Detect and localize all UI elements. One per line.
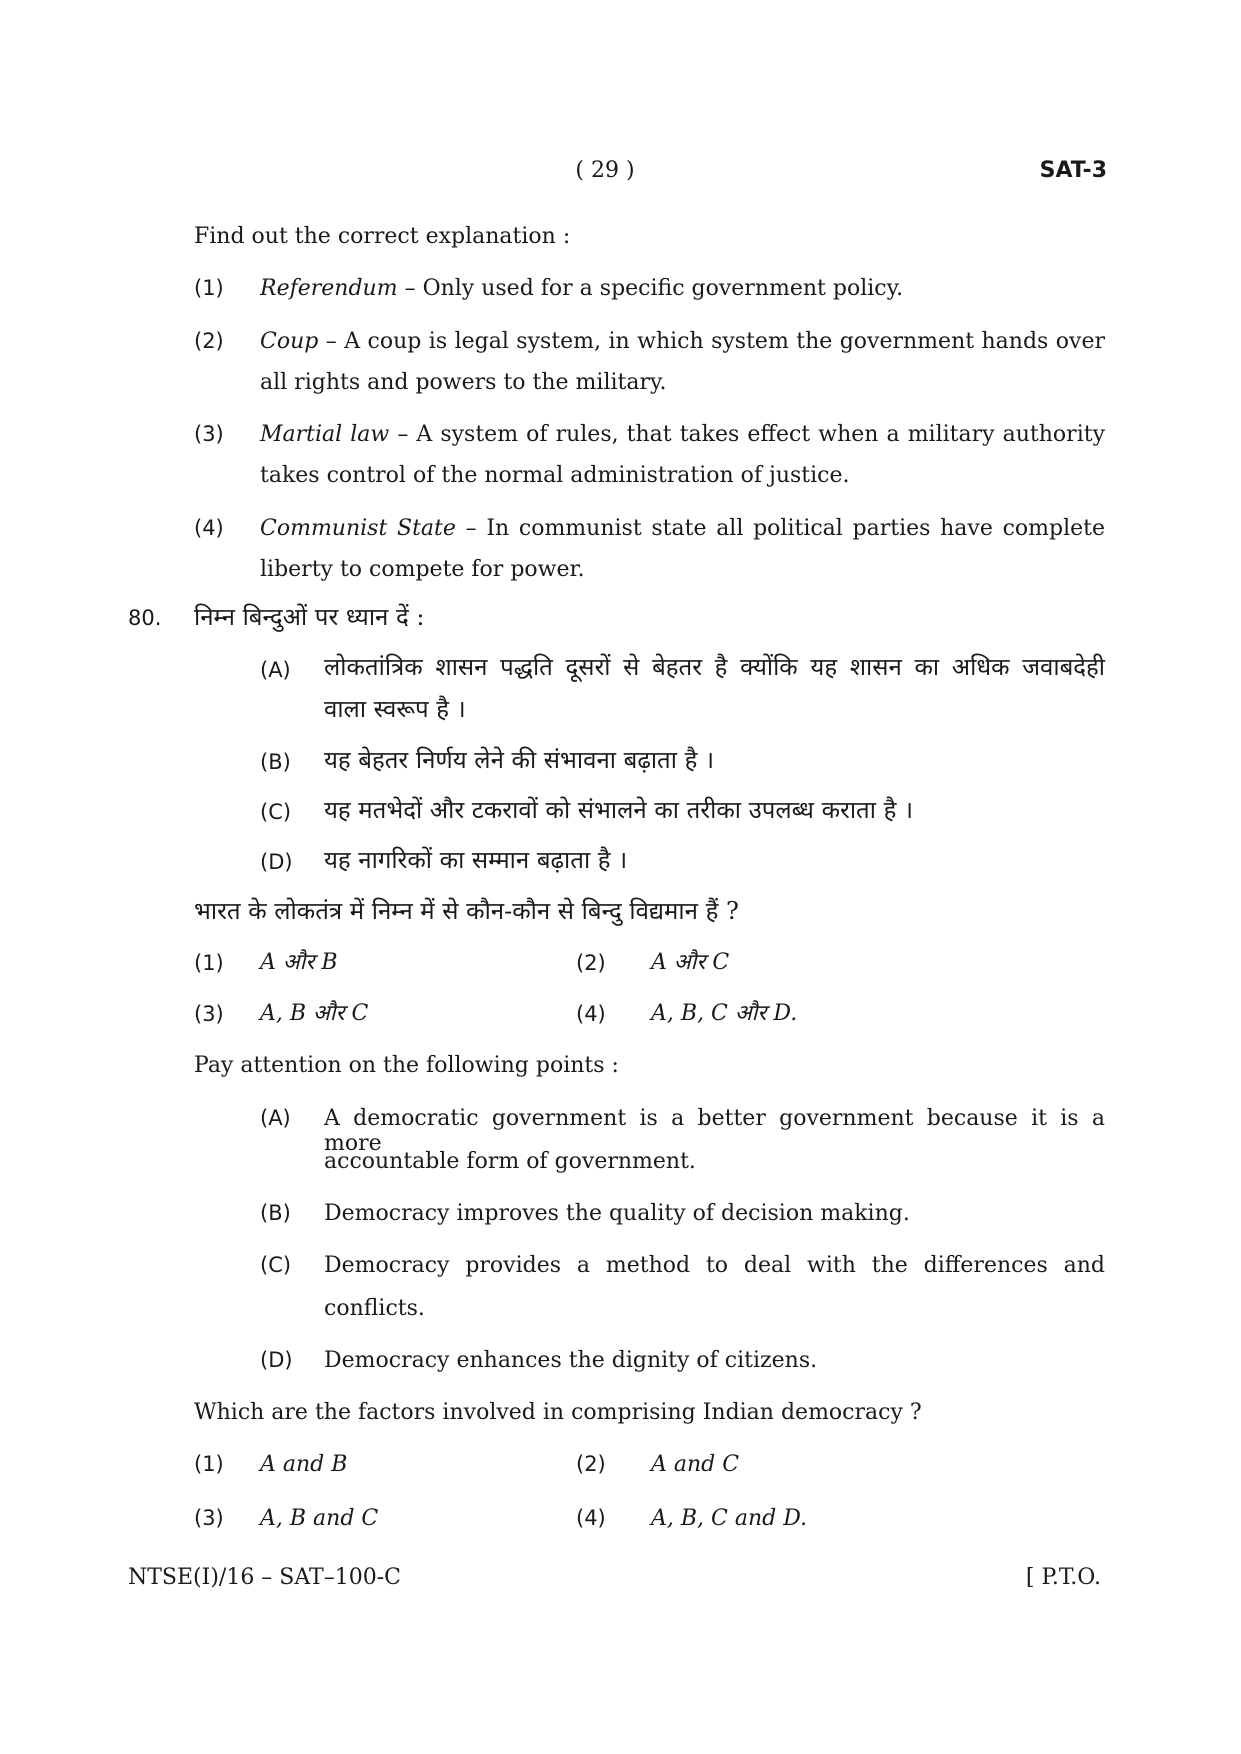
q80-english-point-c-label: (C) bbox=[260, 1253, 292, 1277]
q80-english-option-1-num: (1) bbox=[194, 1452, 224, 1476]
q80-number: 80. bbox=[128, 606, 162, 630]
q79-option-3-text: – A system of rules, that takes effect when a military authority bbox=[389, 422, 1105, 447]
q80-english-option-3-num: (3) bbox=[194, 1506, 224, 1530]
q79-option-3-term: Martial law bbox=[260, 422, 390, 447]
page-number: ( 29 ) bbox=[575, 158, 635, 183]
q80-hindi-point-a-label: (A) bbox=[260, 658, 291, 682]
q80-english-point-c: Democracy provides a method to deal with the differences and bbox=[324, 1253, 1105, 1278]
q80-hindi-point-c-label: (C) bbox=[260, 800, 292, 824]
q79-option-4 bbox=[260, 516, 1105, 541]
q80-hindi-point-b-label: (B) bbox=[260, 750, 291, 774]
q80-hindi-option-2: A और C bbox=[651, 950, 730, 975]
q80-english-option-4: A, B, C and D. bbox=[651, 1506, 808, 1531]
q79-prompt: Find out the correct explanation : bbox=[194, 224, 571, 249]
q80-hindi-option-3: A, B और C bbox=[260, 1001, 369, 1026]
q80-hindi-prompt: निम्न बिन्दुओं पर ध्यान दें : bbox=[194, 603, 425, 631]
q80-english-option-4-num: (4) bbox=[576, 1506, 606, 1530]
q79-option-3-num: (3) bbox=[194, 422, 224, 446]
q79-option-3-cont: takes control of the normal administration of justice. bbox=[260, 463, 850, 488]
q79-option-2-cont: all rights and powers to the military. bbox=[260, 370, 667, 395]
q79-option-2 bbox=[260, 329, 1105, 354]
q80-english-point-b: Democracy improves the quality of decision making. bbox=[324, 1201, 910, 1226]
q80-english-prompt: Pay attention on the following points : bbox=[194, 1053, 619, 1078]
q79-option-3 bbox=[260, 422, 1105, 447]
q79-option-4-term: Communist State bbox=[260, 516, 456, 541]
q80-hindi-option-3-num: (3) bbox=[194, 1002, 224, 1026]
q79-option-2-num: (2) bbox=[194, 329, 224, 353]
footer-code: NTSE(I)/16 – SAT–100-C bbox=[128, 1565, 401, 1590]
q80-hindi-option-4: A, B, C और D. bbox=[651, 1001, 798, 1026]
q80-hindi-point-d: यह नागरिकों का सम्मान बढ़ाता है । bbox=[324, 846, 628, 874]
q80-english-option-2: A and C bbox=[651, 1452, 740, 1477]
series-code: SAT-3 bbox=[1039, 158, 1107, 183]
q80-english-point-a: A democratic government is a better government because it is a more bbox=[324, 1106, 1105, 1156]
q80-hindi-point-a-cont: वाला स्वरूप है । bbox=[324, 695, 466, 723]
q80-english-point-a-cont: accountable form of government. bbox=[324, 1149, 696, 1174]
q79-option-1 bbox=[260, 276, 903, 301]
q79-option-4-num: (4) bbox=[194, 516, 224, 540]
q80-english-point-d: Democracy enhances the dignity of citizens. bbox=[324, 1348, 818, 1373]
q80-english-point-a-label: (A) bbox=[260, 1106, 291, 1130]
q79-option-1-text: – Only used for a specific government policy. bbox=[397, 276, 904, 301]
q80-hindi-point-a: लोकतांत्रिक शासन पद्धति दूसरों से बेहतर है क्योंकि यह शासन का अधिक जवाबदेही bbox=[324, 653, 1105, 681]
q79-option-2-text: – A coup is legal system, in which system the government hands over bbox=[318, 329, 1105, 354]
q80-hindi-point-d-label: (D) bbox=[260, 850, 293, 874]
q80-hindi-option-1: A और B bbox=[260, 950, 338, 975]
q80-english-option-2-num: (2) bbox=[576, 1452, 606, 1476]
q80-hindi-question: भारत के लोकतंत्र में निम्न में से कौन-कौन से बिन्दु विद्यमान हैं ? bbox=[194, 897, 739, 925]
q79-option-4-cont: liberty to compete for power. bbox=[260, 557, 585, 582]
q79-option-1-num: (1) bbox=[194, 276, 224, 300]
q80-english-point-d-label: (D) bbox=[260, 1348, 293, 1372]
q80-english-point-b-label: (B) bbox=[260, 1201, 291, 1225]
q80-hindi-option-4-num: (4) bbox=[576, 1002, 606, 1026]
q79-option-1-term: Referendum bbox=[260, 276, 398, 301]
q80-english-question: Which are the factors involved in comprising Indian democracy ? bbox=[194, 1400, 922, 1425]
q80-english-point-c-cont: conflicts. bbox=[324, 1296, 425, 1321]
q79-option-2-term: Coup bbox=[260, 329, 319, 354]
q80-english-option-3: A, B and C bbox=[260, 1506, 379, 1531]
q80-hindi-option-2-num: (2) bbox=[576, 951, 606, 975]
q80-hindi-point-b: यह बेहतर निर्णय लेने की संभावना बढ़ाता है । bbox=[324, 746, 715, 774]
q79-option-4-text: – In communist state all political parties have complete bbox=[455, 516, 1106, 541]
footer-pto: [ P.T.O. bbox=[1025, 1565, 1101, 1590]
q80-hindi-option-1-num: (1) bbox=[194, 951, 224, 975]
q80-english-option-1: A and B bbox=[260, 1452, 348, 1477]
q80-hindi-point-c: यह मतभेदों और टकरावों को संभालने का तरीका उपलब्ध कराता है । bbox=[324, 796, 914, 824]
